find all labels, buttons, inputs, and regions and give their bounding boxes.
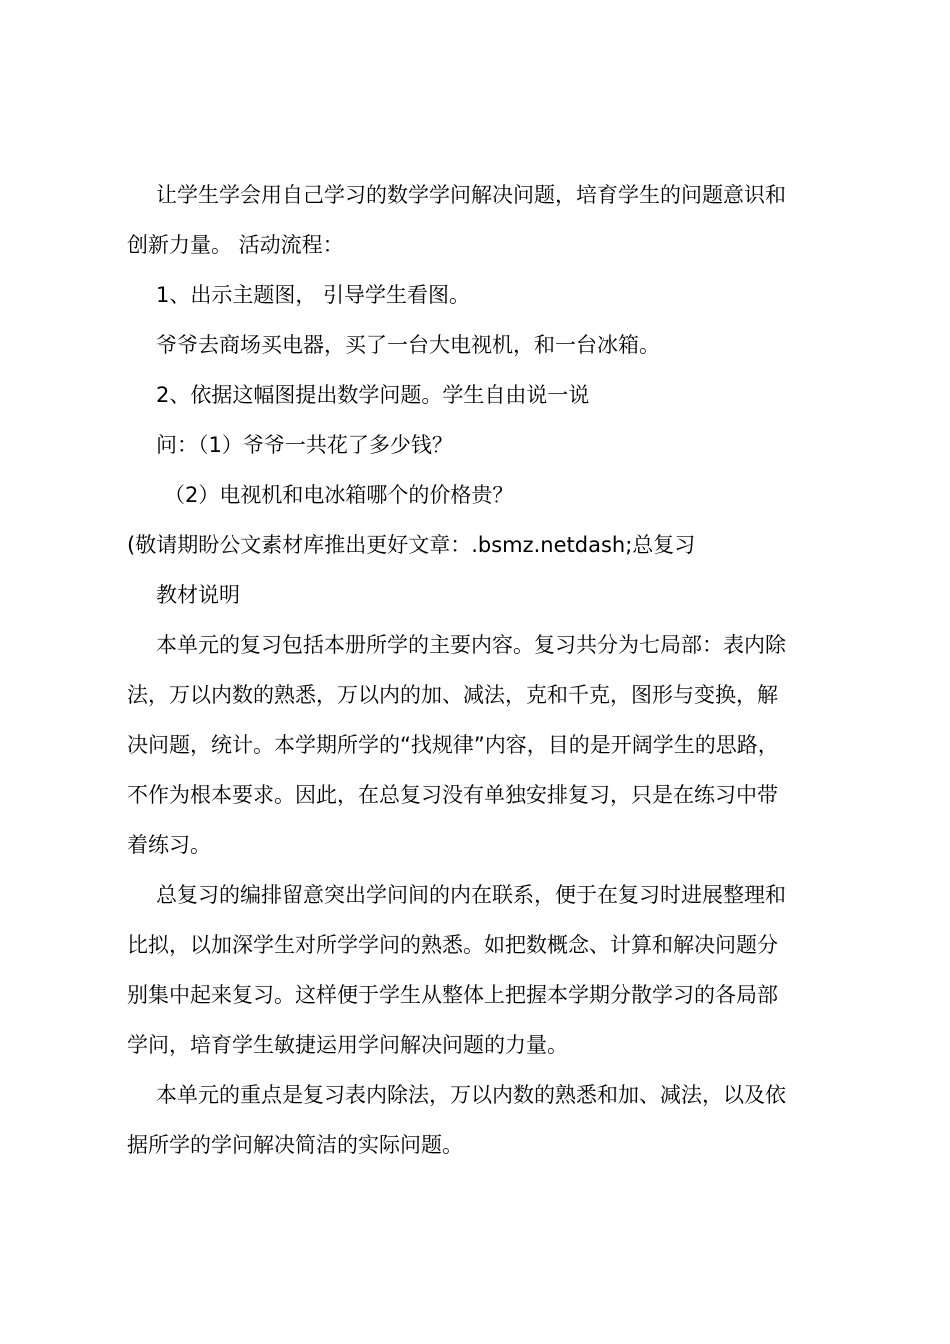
text-line: 爷爷去商场买电器，买了一台大电视机，和一台冰箱。 [156,333,660,357]
text-line: 1、出示主题图， 引导学生看图。 [156,283,471,307]
text-line: (敬请期盼公文素材库推出更好文章：.bsmz.netdash;总复习 [127,533,696,557]
text-line: 别集中起来复习。这样便于学生从整体上把握本学期分散学习的各局部 [127,983,778,1007]
text-line: 让学生学会用自己学习的数学学问解决问题，培育学生的问题意识和 [156,183,786,207]
text-line: 总复习的编排留意突出学问间的内在联系，便于在复习时进展整理和 [156,883,786,907]
text-line: （2）电视机和电冰箱哪个的价格贵？ [164,483,514,507]
text-line: 法，万以内数的熟悉，万以内的加、减法，克和千克，图形与变换，解 [127,683,778,707]
text-line: 决问题，统计。本学期所学的“找规律”内容，目的是开阔学生的思路， [127,733,779,757]
text-line: 创新力量。 活动流程： [127,233,344,257]
text-line: 本单元的重点是复习表内除法，万以内数的熟悉和加、减法，以及依 [156,1083,786,1107]
text-line: 学问，培育学生敏捷运用学问解决问题的力量。 [127,1033,568,1057]
text-line: 着练习。 [127,833,211,857]
text-line: 比拟，以加深学生对所学学问的熟悉。如把数概念、计算和解决问题分 [127,933,778,957]
text-line: 本单元的复习包括本册所学的主要内容。复习共分为七局部：表内除 [156,633,786,657]
section-heading: 教材说明 [156,583,240,607]
text-line: 不作为根本要求。因此，在总复习没有单独安排复习，只是在练习中带 [127,783,778,807]
text-line: 据所学的学问解决简洁的实际问题。 [127,1133,463,1157]
text-line: 2、依据这幅图提出数学问题。学生自由说一说 [156,383,590,407]
text-line: 问：（1）爷爷一共花了多少钱？ [156,433,453,457]
